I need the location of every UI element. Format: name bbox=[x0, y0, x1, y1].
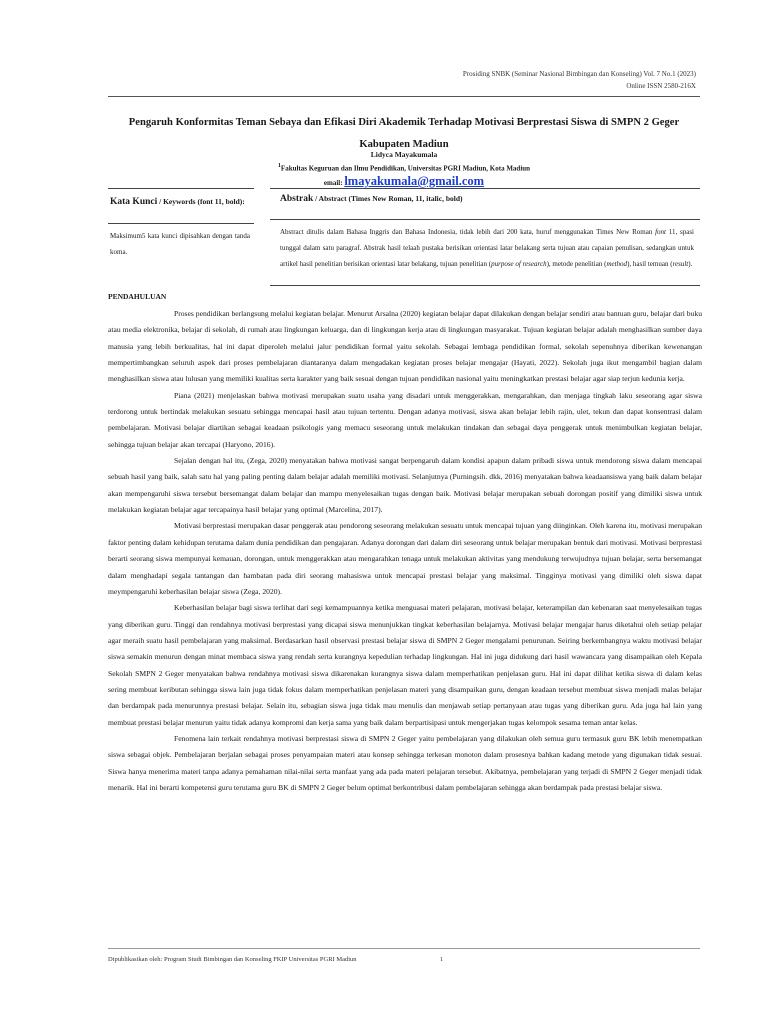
paragraph: Motivasi berprestasi merupakan dasar penggerak atau pendorong seseorang melakukan sesuatu untuk mencapai tujuan yang diinginkan. Oleh karena itu, motivasi merupakan faktor penting dalam kehidupan terutama dalam dunia pendidikan dan pengajaran. Adanya dorongan dari dalam diri seseorang untuk belajar merupakan bentuk dari motivasi. Motivasi berprestasi berarti seorang siswa mempunyai kemauan, dorongan, untuk menggerakkan atau mengarahkan tenaga untuk melakukan aktivitas yang mendukung terwujudnya tujuan belajar, serta bersemangat dalam menghadapi segala tantangan dan hambatan pada diri seorang mahasiswa untuk mencapai prestasi belajar yang maksimal. Tingginya motivasi yang dimiliki oleh siswa dapat meympengaruhi keberhasilan belajar siswa (Zega, 2020). bbox=[108, 521, 702, 596]
abstract-part-1: Abstract ditulis dalam Bahasa Inggris dan Bahasa Indonesia, tidak lebih dari 200 kata, huruf menggunakan Times New Roman bbox=[280, 228, 656, 236]
journal-header-line-1: Prosiding SNBK (Seminar Nasional Bimbingan dan Konseling) Vol. 7 No.1 (2023) bbox=[462, 70, 696, 78]
paragraph: Sejalan dengan hal itu, (Zega, 2020) menyatakan bahwa motivasi sangat berpengaruh dalam kondisi apapun dalam pribadi siswa untuk mendorong siswa dalam mencapai sebuah hasil yang baik, salah satu hal yang paling penting dalam belajar adalah memiliki motivasi. Selanjutnya (Purningsih. dkk, 2016) menyatakan bahwa keadaansiswa yang baik dalam belajar akan mempengaruhi siswa tersebut bersemangat dalam belajar dan mampu menyelesaikan tugas dengan baik. Motivasi belajar merupakan sebuah dorongan positif yang dimiliki siswa untuk melakukan kegiatan belajar agar tercapainya hasil belajar yang optimal (Marcelina, 2017). bbox=[108, 456, 702, 515]
affiliation-text: Fakultas Keguruan dan Ilmu Pendidikan, Universitas PGRI Madiun, Kota Madiun bbox=[280, 164, 531, 173]
abstract-part-4: ), hasil temuan ( bbox=[627, 260, 673, 268]
footer-publisher: Dipublikasikan oleh: Program Studi Bimbingan dan Konseling FKIP Universitas PGRI Madiun bbox=[108, 956, 357, 963]
abstract-heading bbox=[280, 194, 690, 204]
section-heading: PENDAHULUAN bbox=[108, 292, 167, 301]
paragraph: Fenomena lain terkait rendahnya motivasi berprestasi siswa di SMPN 2 Geger yaitu pembelajaran yang dilakukan oleh semua guru termasuk guru BK lebih menempatkan siswa sebagai objek. Pembelajaran berjalan sebagai proses penyampaian materi atau konsep sehingga terkesan monoton dalam prosesnya bahkan kadang metode yang digunakan tidak sesuai. Siswa hanya menerima materi tanpa adanya pemahaman nilai-nilai serta manfaat yang ada pada materi pelajaran tersebut. Akibatnya, pembelajaran yang terjadi di SMPN 2 Geger menjadi tidak menarik. Hal ini berarti kompetensi guru terutama guru BK di SMPN 2 Geger belum optimal berkontribusi dalam pembelajaran sehingga akan berdampak pada prestasi belajar siswa. bbox=[108, 733, 702, 792]
email-label: email: bbox=[323, 179, 343, 187]
author-affiliation bbox=[108, 163, 700, 172]
keywords-heading bbox=[110, 194, 250, 210]
abstract-italic-4: result bbox=[672, 260, 689, 268]
paragraph: Piana (2021) menjelaskan bahwa motivasi merupakan suatu usaha yang disadari untuk menggerakkan, mengarahkan, dan menjaga tingkah laku seseorang agar siswa terdorong untuk bertindak melakukan sesuatu sehingga mencapai hasil atau tujuan tertentu. Dengan adanya motivasi, siswa akan belajar lebih rajin, ulet, tekun dan dapat konsentrasi dalam pembelajaran. Motivasi belajar diartikan sebagai keadaan psikologis yang memacu seseorang untuk melakukan tindakan dan sebagai daya penggerak untuk menimbulkan kegiatan belajar, sehingga tujuan belajar akan tercapai (Haryono, 2016). bbox=[108, 390, 702, 449]
keywords-heading-rest: / Keywords (font 11, bold): bbox=[157, 197, 245, 206]
abstract-heading-main: Abstrak bbox=[280, 194, 314, 204]
abstract-heading-rest: / Abstract (Times New Roman, 11, italic, bold) bbox=[313, 194, 463, 203]
abstract-italic-3: method bbox=[606, 260, 628, 268]
page-number: 1 bbox=[440, 956, 444, 963]
email-link[interactable]: lmayakumala@gmail.com bbox=[344, 174, 485, 188]
abstract-part-5: ). bbox=[688, 260, 693, 268]
footer-divider bbox=[108, 948, 700, 949]
body-text bbox=[108, 306, 702, 796]
abstract-text bbox=[280, 224, 694, 272]
paragraph: Proses pendidikan berlangsung melalui kegiatan belajar. Menurut Arsalna (2020) kegiatan belajar dapat dilakukan dengan belajar sendiri atau bantuan guru, belajar dari buku atau media elektronika, belajar di sekolah, di rumah atau lingkungan keluarga, dan di lingkungan kerja atau di lingkungan masyarakat. Tujuan kegiatan belajar adalah menghasilkan sumber daya manusia yang lebih berkualitas, hal ini dapat diperoleh melalui jalur pendidikan formal yaitu sekolah. Sebagai lembaga pendidikan formal, sekolah sepenuhnya diberikan kewenangan mempertimbangkan seluruh aspek dari proses pembelajaran diantaranya dalam mengadakan kegiatan proses belajar mengajar (Hayati, 2022). Sekolah juga ikut mengambil bagian dalam menghasilkan siswa atau lulusan yang memiliki kualitas serta karakter yang baik sesuai dengan tujuan pendidikan nasional yaitu meningkatkan prestasi belajar agar siap terjun kedunia kerja. bbox=[108, 309, 702, 384]
paragraph: Keberhasilan belajar bagi siswa terlihat dari segi kemampuannya ketika menguasai materi pelajaran, motivasi belajar, keterampilan dan kebenaran saat menyelesaikan tugas yang diberikan guru. Tinggi dan rendahnya motivasi berprestasi yang dicapai siswa menunjukkan tingkat keberhasilan belajarnya. Motivasi belajar mengajar harus diketahui oleh setiap pelajar agar meraih suatu hasil pembelajaran yang maksimal. Berdasarkan hasil observasi prestasi belajar siswa di SMPN 2 Geger mengalami penurunan. Seiring berkembangnya waktu motivasi belajar siswa semakin menurun dengan minat membaca siswa yang rendah serta kurangnya kepedulian terhadap lingkungan. Hal ini juga didukung dari hasil wawancara yang disampaikan oleh Kepala Sekolah SMPN 2 Geger menyatakan bahwa rendahnya motivasi siswa dikarenakan kurangnya siswa dalam memperhatikan penjelasan guru. Hal ini dapat dilihat ketika siswa di dalam kelas sering membuat keributan sehingga siswa lain juga tidak fokus dalam memperhatikan penjelasan materi yang disampaikan guru, dengan keadaan tersebut membuat siswa menjadi malas belajar dan berdampak pada menurunnya prestasi belajar. Selain itu, sebagian siswa juga tidak mau menulis dan menjawab setiap pertanyaan atau tugas yang diberikan guru. Ada juga hal lain yang membuat prestasi belajar menurun yaitu tidak adanya kompromi dan kerja sama yang baik dalam berpartisipasi untuk mengerjakan tugas kelompok sesama teman antar kelas. bbox=[108, 603, 702, 727]
abstract-part-3: ), metode penelitian ( bbox=[546, 260, 607, 268]
header-divider bbox=[108, 96, 700, 97]
author-email bbox=[108, 174, 700, 189]
abstract-divider bbox=[270, 285, 700, 286]
abstract-header-box bbox=[270, 188, 700, 220]
paper-title: Pengaruh Konformitas Teman Sebaya dan Efikasi Diri Akademik Terhadap Motivasi Berprestasi Siswa di SMPN 2 Geger Kabupaten Madiun bbox=[128, 117, 680, 150]
journal-header-line-2: Online ISSN 2580-216X bbox=[626, 82, 696, 90]
keywords-text: Maksimum5 kata kunci dipisahkan dengan tanda koma. bbox=[110, 232, 250, 256]
affiliation-marker: 1 bbox=[277, 163, 281, 169]
keywords-heading-main: Kata Kunci bbox=[110, 197, 158, 207]
abstract-italic-2: purpose of research bbox=[491, 260, 547, 268]
abstract-italic-1: font bbox=[655, 228, 666, 236]
abstract-part-2: 11, spasi tunggal dalam satu paragraf. Abstrak hasil telaah pustaka berisikan orientasi latar belakang serta tujuan atau capaian penulisan, sedangkan untuk artikel hasil penelitian berisikan orientasi latar belakang, tujuan penelitian ( bbox=[280, 228, 694, 268]
author-name: Lidyca Mayakumala bbox=[370, 150, 438, 159]
